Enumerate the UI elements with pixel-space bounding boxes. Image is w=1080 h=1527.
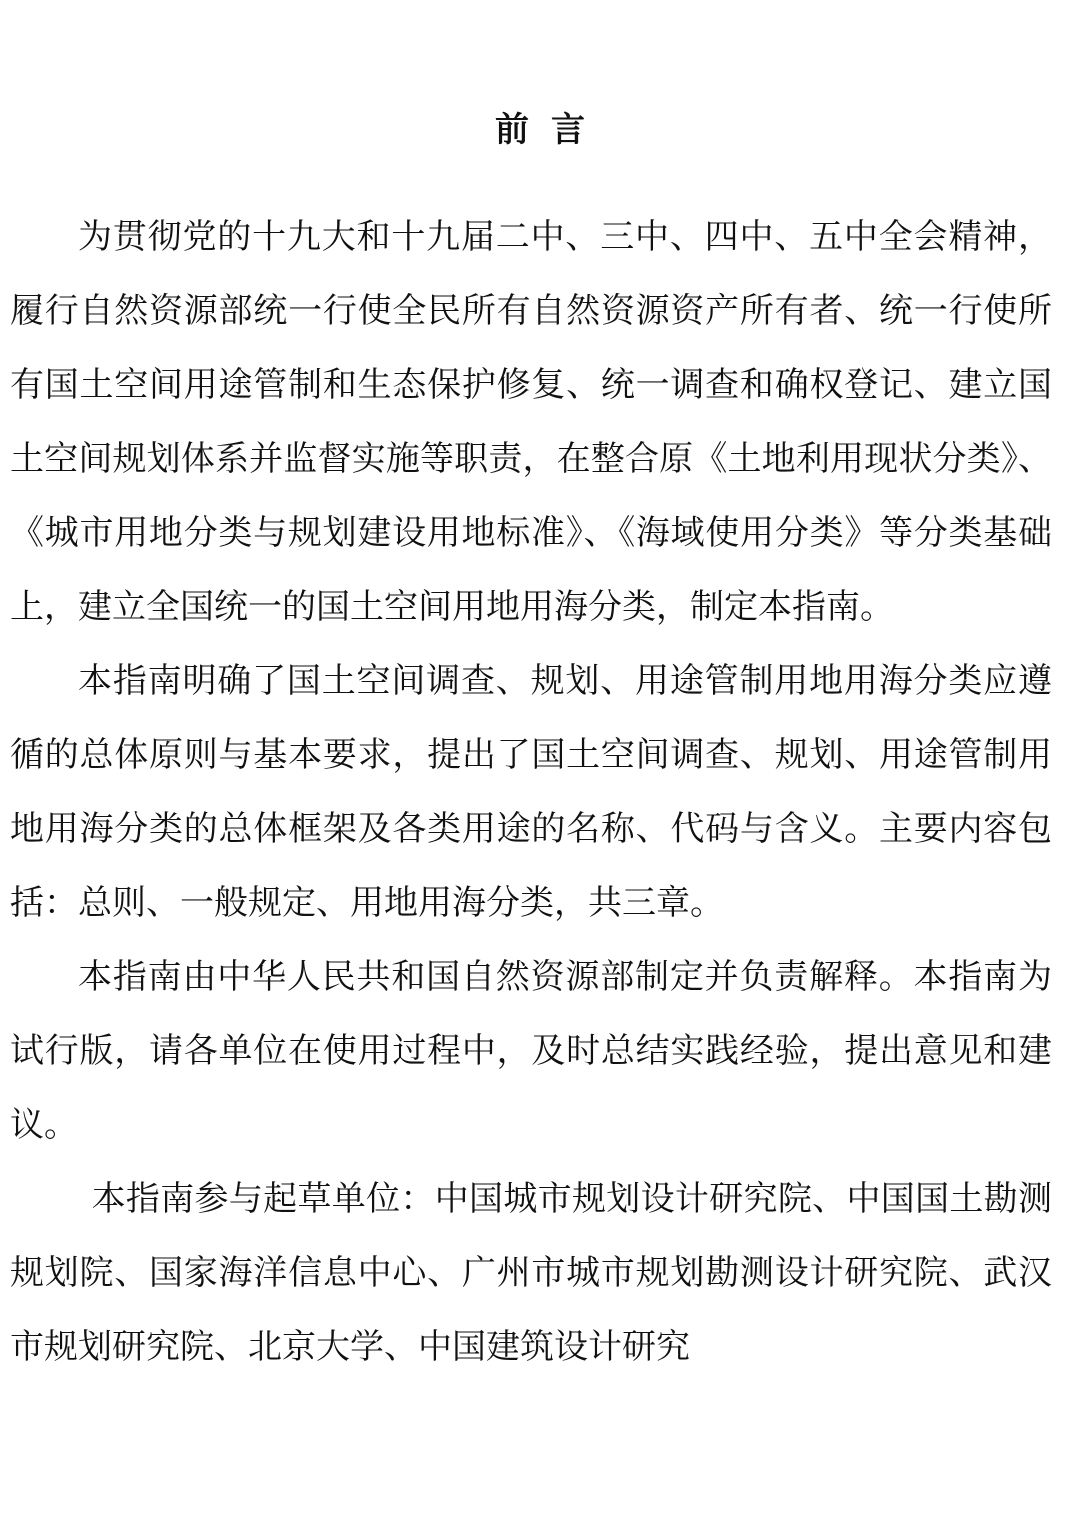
paragraph-interpretation: 本指南由中华人民共和国自然资源部制定并负责解释。本指南为试行版，请各单位在使用过程中，及时总结实践经验，提出意见和建议。 <box>10 957 1052 1145</box>
paragraph-drafting-units: 本指南参与起草单位：中国城市规划设计研究院、中国国土勘测规划院、国家海洋信息中心、广州市城市规划勘测设计研究院、武汉市规划研究院、北京大学、中国建筑设计研究 <box>10 1179 1052 1367</box>
document-body <box>10 200 1052 1384</box>
paragraph-purpose: 为贯彻党的十九大和十九届二中、三中、四中、五中全会精神，履行自然资源部统一行使全民所有自然资源资产所有者、统一行使所有国土空间用途管制和生态保护修复、统一调查和确权登记、建立国土空间规划体系并监督实施等职责，在整合原《土地利用现状分类》、《城市用地分类与规划建设用地标准》、《海域使用分类》等分类基础上，建立全国统一的国土空间用地用海分类，制定本指南。 <box>10 217 1052 627</box>
page-title: 前言 <box>495 110 607 150</box>
paragraph-scope: 本指南明确了国土空间调查、规划、用途管制用地用海分类应遵循的总体原则与基本要求，提出了国土空间调查、规划、用途管制用地用海分类的总体框架及各类用途的名称、代码与含义。主要内容包括：总则、一般规定、用地用海分类，共三章。 <box>10 661 1052 923</box>
